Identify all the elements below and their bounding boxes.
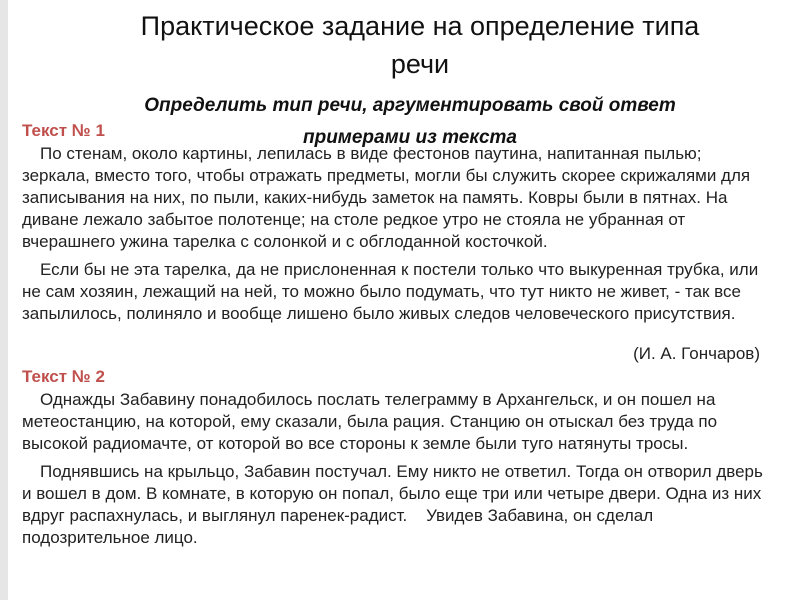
title-line-2: речи — [390, 49, 450, 79]
text1-paragraph-2: Если бы не эта тарелка, да не прислоненная к постели только что выкуренная трубка, или не сам хозяин, лежащий на ней, то можно было подумать, что тут никто не живет, - так все запылилось, полиняло и вообще лишено было живых следов человеческого присутствия. — [22, 260, 759, 323]
subtitle-line-2: примерами из текста — [302, 127, 517, 148]
text2-label: Текст № 2 — [22, 367, 105, 386]
text2-paragraph-1: Однажды Забавину понадобилось послать телеграмму в Архангельск, и он пошел на метеостанцию, на которой, ему сказали, была рация. Станцию он отыскал без труда по высокой радиомачте, от которой во все стороны к земле были туго натянуты тросы. — [22, 390, 718, 453]
text2-paragraph-2: Поднявшись на крыльцо, Забавин постучал. Ему никто не ответил. Тогда он отворил дверь и вошел в дом. В комнате, в которую он попал, было еще три или четыре двери. Одна из них вдруг распахнулась, и выглянул паренек-радист. Увидев Забавина, он сделал подозрительное лицо. — [22, 462, 768, 547]
left-accent-bar — [0, 0, 8, 600]
text2-body — [22, 389, 772, 555]
title-line-1: Практическое задание на определение типа — [140, 11, 700, 41]
page-title — [40, 7, 800, 83]
text1-body — [22, 143, 772, 331]
subtitle-line-1: Определить тип речи, аргументировать свой ответ — [144, 95, 676, 116]
text1-label: Текст № 1 — [22, 121, 105, 140]
text1-paragraph-1: По стенам, около картины, лепилась в виде фестонов паутина, напитанная пылью; зеркала, вместо того, чтобы отражать предметы, могли бы служить скорее скрижалями для записывания на них, по пыли, каких-нибудь заметок на память. Ковры были в пятнах. На диване лежало забытое полотенце; на столе редкое утро не стояла не убранная от вчерашнего ужина тарелка с солонкой и с обглоданной косточкой. — [22, 144, 751, 251]
text1-author: (И. А. Гончаров) — [633, 344, 760, 363]
